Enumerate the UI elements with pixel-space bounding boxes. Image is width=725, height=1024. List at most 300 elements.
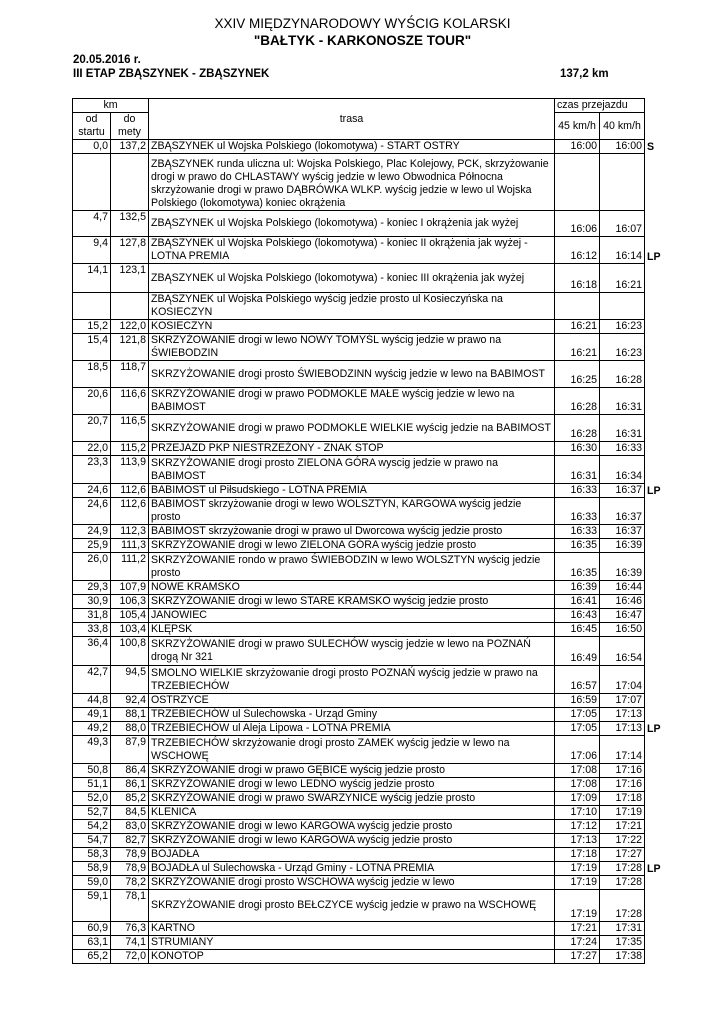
row-marker bbox=[645, 539, 667, 553]
route-description: SKRZYŻOWANIE drogi w lewo NOWY TOMYŚL wyścig jedzie w prawo na ŚWIEBODZIN bbox=[149, 334, 555, 361]
row-marker bbox=[645, 778, 667, 792]
time-40kmh: 16:00 bbox=[600, 140, 645, 154]
row-marker bbox=[645, 361, 667, 388]
row-marker bbox=[645, 637, 667, 666]
row-marker bbox=[645, 708, 667, 722]
route-description: ZBĄSZYNEK ul Wojska Polskiego (lokomotywa) - koniec III okrążenia jak wyżej bbox=[149, 264, 555, 293]
row-marker bbox=[645, 936, 667, 950]
table-row bbox=[73, 361, 667, 388]
route-description: SKRZYŻOWANIE drogi w lewo KARGOWA wyścig jedzie prosto bbox=[149, 820, 555, 834]
table-row bbox=[73, 581, 667, 595]
route-description: SKRZYŻOWANIE drogi w prawo GĘBICE wyścig jedzie prosto bbox=[149, 764, 555, 778]
table-row bbox=[73, 442, 667, 456]
time-40kmh bbox=[600, 293, 645, 320]
km-from-start: 52,7 bbox=[73, 806, 111, 820]
table-row bbox=[73, 936, 667, 950]
table-row bbox=[73, 890, 667, 922]
row-marker bbox=[645, 595, 667, 609]
time-45kmh: 17:24 bbox=[555, 936, 600, 950]
time-45kmh: 17:10 bbox=[555, 806, 600, 820]
time-40kmh: 16:14 bbox=[600, 237, 645, 264]
row-marker bbox=[645, 806, 667, 820]
km-to-finish: 82,7 bbox=[111, 834, 149, 848]
row-marker bbox=[645, 498, 667, 525]
table-row bbox=[73, 484, 667, 498]
route-description: ZBĄSZYNEK ul Wojska Polskiego (lokomotywa) - koniec I okrążenia jak wyżej bbox=[149, 211, 555, 237]
km-to-finish: 112,3 bbox=[111, 525, 149, 539]
km-from-start: 60,9 bbox=[73, 922, 111, 936]
table-row bbox=[73, 211, 667, 237]
route-description: SKRZYŻOWANIE drogi w lewo ZIELONA GÓRA wyścig jedzie prosto bbox=[149, 539, 555, 553]
time-40kmh bbox=[600, 154, 645, 211]
km-from-start: 24,9 bbox=[73, 525, 111, 539]
km-to-finish: 118,7 bbox=[111, 361, 149, 388]
time-45kmh bbox=[555, 154, 600, 211]
table-row bbox=[73, 334, 667, 361]
time-45kmh: 16:45 bbox=[555, 623, 600, 637]
km-to-finish: 87,9 bbox=[111, 736, 149, 764]
km-from-start: 59,1 bbox=[73, 890, 111, 922]
time-40kmh: 16:47 bbox=[600, 609, 645, 623]
table-row bbox=[73, 722, 667, 736]
table-row bbox=[73, 498, 667, 525]
km-from-start: 15,2 bbox=[73, 320, 111, 334]
time-40kmh: 17:38 bbox=[600, 950, 645, 964]
km-from-start: 24,6 bbox=[73, 498, 111, 525]
time-45kmh: 16:18 bbox=[555, 264, 600, 293]
km-to-finish: 94,5 bbox=[111, 666, 149, 694]
time-40kmh: 16:21 bbox=[600, 264, 645, 293]
route-description: TRZEBIECHÓW ul Sulechowska - Urząd Gminy bbox=[149, 708, 555, 722]
table-row bbox=[73, 609, 667, 623]
time-40kmh: 16:23 bbox=[600, 334, 645, 361]
km-to-finish: 86,4 bbox=[111, 764, 149, 778]
time-40kmh: 17:28 bbox=[600, 890, 645, 922]
time-45kmh: 16:33 bbox=[555, 484, 600, 498]
table-row bbox=[73, 456, 667, 484]
time-40kmh: 17:22 bbox=[600, 834, 645, 848]
table-row bbox=[73, 778, 667, 792]
time-45kmh: 17:08 bbox=[555, 764, 600, 778]
time-45kmh: 17:27 bbox=[555, 950, 600, 964]
km-to-finish bbox=[111, 154, 149, 211]
route-description: BABIMOST skrzyżowanie drogi w lewo WOLSZTYN, KARGOWA wyścig jedzie prosto bbox=[149, 498, 555, 525]
time-45kmh: 16:06 bbox=[555, 211, 600, 237]
km-from-start: 42,7 bbox=[73, 666, 111, 694]
route-description: SKRZYŻOWANIE drogi w prawo SWARZYNICE wyścig jedzie prosto bbox=[149, 792, 555, 806]
route-description: ZBĄSZYNEK ul Wojska Polskiego (lokomotywa) - START OSTRY bbox=[149, 140, 555, 154]
table-row bbox=[73, 848, 667, 862]
route-description: BABIMOST skrzyżowanie drogi w prawo ul Dworcowa wyścig jedzie prosto bbox=[149, 525, 555, 539]
row-marker: LP bbox=[647, 250, 661, 263]
time-40kmh: 17:31 bbox=[600, 922, 645, 936]
row-marker bbox=[645, 415, 667, 442]
km-to-finish: 83,0 bbox=[111, 820, 149, 834]
time-45kmh: 16:21 bbox=[555, 320, 600, 334]
time-45kmh bbox=[555, 293, 600, 320]
table-row bbox=[73, 637, 667, 666]
row-marker bbox=[645, 388, 667, 415]
time-45kmh: 17:19 bbox=[555, 862, 600, 876]
time-40kmh: 17:14 bbox=[600, 736, 645, 764]
km-from-start bbox=[73, 154, 111, 211]
table-row bbox=[73, 415, 667, 442]
row-marker bbox=[645, 764, 667, 778]
route-description: SKRZYŻOWANIE drogi w prawo SULECHÓW wyscig jedzie w lewo na POZNAŃ drogą Nr 321 bbox=[149, 637, 555, 666]
km-to-finish: 84,5 bbox=[111, 806, 149, 820]
time-45kmh: 16:33 bbox=[555, 525, 600, 539]
km-from-start: 49,1 bbox=[73, 708, 111, 722]
time-40kmh: 16:54 bbox=[600, 637, 645, 666]
table-row bbox=[73, 834, 667, 848]
race-date: 20.05.2016 r. bbox=[73, 54, 141, 66]
km-to-finish: 127,8 bbox=[111, 237, 149, 264]
time-45kmh: 16:33 bbox=[555, 498, 600, 525]
from-start-header: od startu bbox=[73, 113, 111, 140]
km-to-finish: 78,9 bbox=[111, 848, 149, 862]
route-description: BOJADŁA bbox=[149, 848, 555, 862]
table-row bbox=[73, 140, 667, 154]
row-marker bbox=[645, 623, 667, 637]
km-from-start: 14,1 bbox=[73, 264, 111, 293]
km-from-start: 20,6 bbox=[73, 388, 111, 415]
km-from-start: 31,8 bbox=[73, 609, 111, 623]
time-40kmh: 17:07 bbox=[600, 694, 645, 708]
time-40kmh: 17:19 bbox=[600, 806, 645, 820]
km-to-finish: 103,4 bbox=[111, 623, 149, 637]
document-subtitle: "BAŁTYK - KARKONOSZE TOUR" bbox=[253, 33, 472, 48]
time-45kmh: 16:49 bbox=[555, 637, 600, 666]
km-to-finish: 137,2 bbox=[111, 140, 149, 154]
route-description: KLĘPSK bbox=[149, 623, 555, 637]
time-45kmh: 16:21 bbox=[555, 334, 600, 361]
time-40kmh: 17:27 bbox=[600, 848, 645, 862]
row-marker bbox=[645, 736, 667, 764]
time-40kmh: 16:44 bbox=[600, 581, 645, 595]
km-to-finish: 107,9 bbox=[111, 581, 149, 595]
table-row bbox=[73, 792, 667, 806]
km-to-finish: 121,8 bbox=[111, 334, 149, 361]
km-from-start: 26,0 bbox=[73, 553, 111, 581]
table-row bbox=[73, 264, 667, 293]
table-row bbox=[73, 525, 667, 539]
route-description: ZBĄSZYNEK ul Wojska Polskiego (lokomotywa) - koniec II okrążenia jak wyżej - LOTNA PREMIA bbox=[149, 237, 555, 264]
km-to-finish: 88,1 bbox=[111, 708, 149, 722]
km-from-start: 49,2 bbox=[73, 722, 111, 736]
row-marker bbox=[645, 581, 667, 595]
stage-name: III ETAP ZBĄSZYNEK - ZBĄSZYNEK bbox=[73, 68, 270, 80]
row-marker bbox=[645, 456, 667, 484]
row-marker bbox=[645, 876, 667, 890]
km-from-start: 50,8 bbox=[73, 764, 111, 778]
table-row bbox=[73, 862, 667, 876]
table-row bbox=[73, 820, 667, 834]
time-40kmh: 16:33 bbox=[600, 442, 645, 456]
row-marker bbox=[645, 950, 667, 964]
km-from-start: 51,1 bbox=[73, 778, 111, 792]
table-row bbox=[73, 293, 667, 320]
km-to-finish: 100,8 bbox=[111, 637, 149, 666]
route-description: SKRZYŻOWANIE drogi prosto ZIELONA GÓRA wyscig jedzie w prawo na BABIMOST bbox=[149, 456, 555, 484]
time-45kmh: 16:25 bbox=[555, 361, 600, 388]
table-row bbox=[73, 694, 667, 708]
km-from-start: 18,5 bbox=[73, 361, 111, 388]
route-description: SMOLNO WIELKIE skrzyżowanie drogi prosto POZNAŃ wyścig jedzie w prawo na TRZEBIECHÓW bbox=[149, 666, 555, 694]
km-from-start: 59,0 bbox=[73, 876, 111, 890]
km-from-start: 49,3 bbox=[73, 736, 111, 764]
row-marker bbox=[645, 834, 667, 848]
table-row bbox=[73, 539, 667, 553]
time-45kmh: 16:00 bbox=[555, 140, 600, 154]
km-to-finish: 122,0 bbox=[111, 320, 149, 334]
km-to-finish: 78,9 bbox=[111, 862, 149, 876]
row-marker bbox=[645, 890, 667, 922]
km-from-start: 23,3 bbox=[73, 456, 111, 484]
time-45kmh: 17:05 bbox=[555, 722, 600, 736]
row-marker bbox=[645, 211, 667, 237]
time-40kmh: 16:39 bbox=[600, 539, 645, 553]
km-from-start: 25,9 bbox=[73, 539, 111, 553]
time-40kmh: 16:31 bbox=[600, 388, 645, 415]
km-from-start: 54,2 bbox=[73, 820, 111, 834]
km-to-finish: 116,6 bbox=[111, 388, 149, 415]
km-from-start: 52,0 bbox=[73, 792, 111, 806]
km-to-finish: 78,1 bbox=[111, 890, 149, 922]
km-from-start: 58,9 bbox=[73, 862, 111, 876]
km-from-start: 9,4 bbox=[73, 237, 111, 264]
route-description: STRUMIANY bbox=[149, 936, 555, 950]
km-to-finish: 115,2 bbox=[111, 442, 149, 456]
time-45kmh: 16:57 bbox=[555, 666, 600, 694]
row-marker: S bbox=[647, 140, 655, 153]
route-description: SKRZYŻOWANIE drogi prosto BEŁCZYCE wyścig jedzie w prawo na WSCHOWĘ bbox=[149, 890, 555, 922]
route-description: KONOTOP bbox=[149, 950, 555, 964]
row-marker bbox=[645, 293, 667, 320]
km-from-start: 20,7 bbox=[73, 415, 111, 442]
time-45kmh: 16:39 bbox=[555, 581, 600, 595]
table-row bbox=[73, 736, 667, 764]
route-description: SKRZYŻOWANIE rondo w prawo ŚWIEBODZIN w lewo WOLSZTYN wyścig jedzie prosto bbox=[149, 553, 555, 581]
route-description: KLENICA bbox=[149, 806, 555, 820]
time-45kmh: 17:21 bbox=[555, 922, 600, 936]
table-row bbox=[73, 950, 667, 964]
time-40kmh: 17:28 bbox=[600, 862, 645, 876]
time-45kmh: 16:43 bbox=[555, 609, 600, 623]
time-40kmh: 17:21 bbox=[600, 820, 645, 834]
route-description: BABIMOST ul Piłsudskiego - LOTNA PREMIA bbox=[149, 484, 555, 498]
km-from-start: 15,4 bbox=[73, 334, 111, 361]
time-45kmh: 17:05 bbox=[555, 708, 600, 722]
table-row bbox=[73, 623, 667, 637]
row-marker bbox=[645, 792, 667, 806]
route-description: SKRZYŻOWANIE drogi w prawo PODMOKLE WIELKIE wyścig jedzie na BABIMOST bbox=[149, 415, 555, 442]
route-description: TRZEBIECHÓW ul Aleja Lipowa - LOTNA PREMIA bbox=[149, 722, 555, 736]
time-45kmh: 16:28 bbox=[555, 388, 600, 415]
row-marker bbox=[645, 666, 667, 694]
row-marker bbox=[645, 525, 667, 539]
table-row bbox=[73, 764, 667, 778]
km-from-start: 30,9 bbox=[73, 595, 111, 609]
table-row bbox=[73, 320, 667, 334]
route-description: KOSIECZYN bbox=[149, 320, 555, 334]
route-header: trasa bbox=[149, 99, 555, 140]
stage-distance: 137,2 km bbox=[560, 68, 609, 80]
km-to-finish: 88,0 bbox=[111, 722, 149, 736]
km-to-finish: 111,2 bbox=[111, 553, 149, 581]
km-from-start: 65,2 bbox=[73, 950, 111, 964]
table-row bbox=[73, 595, 667, 609]
time-45kmh: 16:35 bbox=[555, 539, 600, 553]
row-marker bbox=[645, 442, 667, 456]
table-row bbox=[73, 876, 667, 890]
row-marker: LP bbox=[647, 722, 661, 735]
km-to-finish: 123,1 bbox=[111, 264, 149, 293]
km-to-finish: 92,4 bbox=[111, 694, 149, 708]
row-marker bbox=[645, 553, 667, 581]
route-description: OSTRZYCE bbox=[149, 694, 555, 708]
time-45kmh: 17:13 bbox=[555, 834, 600, 848]
km-to-finish: 74,1 bbox=[111, 936, 149, 950]
route-description: SKRZYŻOWANIE drogi w lewo LEDNO wyścig jedzie prosto bbox=[149, 778, 555, 792]
row-marker bbox=[645, 694, 667, 708]
time-40kmh: 16:37 bbox=[600, 498, 645, 525]
km-from-start: 22,0 bbox=[73, 442, 111, 456]
table-row bbox=[73, 388, 667, 415]
route-description: PRZEJAZD PKP NIESTRZEŻONY - ZNAK STOP bbox=[149, 442, 555, 456]
time-40kmh: 16:07 bbox=[600, 211, 645, 237]
km-to-finish: 112,6 bbox=[111, 498, 149, 525]
table-row bbox=[73, 666, 667, 694]
km-from-start: 44,8 bbox=[73, 694, 111, 708]
time-40kmh: 16:39 bbox=[600, 553, 645, 581]
speed-45-header: 45 km/h bbox=[555, 113, 600, 140]
row-marker bbox=[645, 264, 667, 293]
km-from-start: 4,7 bbox=[73, 211, 111, 237]
km-to-finish: 113,9 bbox=[111, 456, 149, 484]
time-40kmh: 16:37 bbox=[600, 525, 645, 539]
time-40kmh: 16:23 bbox=[600, 320, 645, 334]
row-marker bbox=[645, 334, 667, 361]
time-40kmh: 17:16 bbox=[600, 778, 645, 792]
km-from-start bbox=[73, 293, 111, 320]
time-45kmh: 16:31 bbox=[555, 456, 600, 484]
to-finish-header: do mety bbox=[111, 113, 149, 140]
km-to-finish: 105,4 bbox=[111, 609, 149, 623]
km-from-start: 0,0 bbox=[73, 140, 111, 154]
time-45kmh: 17:08 bbox=[555, 778, 600, 792]
table-row bbox=[73, 553, 667, 581]
km-to-finish: 116,5 bbox=[111, 415, 149, 442]
time-45kmh: 16:12 bbox=[555, 237, 600, 264]
route-description: SKRZYŻOWANIE drogi prosto WSCHOWA wyścig jedzie w lewo bbox=[149, 876, 555, 890]
km-to-finish: 111,3 bbox=[111, 539, 149, 553]
km-from-start: 54,7 bbox=[73, 834, 111, 848]
time-45kmh: 17:06 bbox=[555, 736, 600, 764]
time-40kmh: 17:16 bbox=[600, 764, 645, 778]
table-row bbox=[73, 922, 667, 936]
km-to-finish: 76,3 bbox=[111, 922, 149, 936]
table-row bbox=[73, 154, 667, 211]
time-45kmh: 16:28 bbox=[555, 415, 600, 442]
route-table bbox=[72, 98, 667, 964]
time-45kmh: 17:19 bbox=[555, 876, 600, 890]
table-row bbox=[73, 806, 667, 820]
table-row bbox=[73, 708, 667, 722]
route-description: TRZEBIECHÓW skrzyżowanie drogi prosto ZAMEK wyścig jedzie w lewo na WSCHOWĘ bbox=[149, 736, 555, 764]
route-description: SKRZYŻOWANIE drogi w prawo PODMOKLE MAŁE wyścig jedzie w lewo na BABIMOST bbox=[149, 388, 555, 415]
km-to-finish bbox=[111, 293, 149, 320]
km-to-finish: 132,5 bbox=[111, 211, 149, 237]
route-description: ZBĄSZYNEK runda uliczna ul: Wojska Polskiego, Plac Kolejowy, PCK, skrzyżowanie drogi w prawo do CHLASTAWY wyścig jedzie w lewo Obwodnica Północna skrzyżowanie drogi w prawo DĄBRÓWKA WLKP. wyścig jedzie w lewo ul Wojska Polskiego (lokomotywa) koniec okrążenia bbox=[149, 154, 555, 211]
km-header: km bbox=[73, 99, 149, 113]
time-40kmh: 16:46 bbox=[600, 595, 645, 609]
row-marker bbox=[645, 320, 667, 334]
km-from-start: 33,8 bbox=[73, 623, 111, 637]
time-40kmh: 16:37 bbox=[600, 484, 645, 498]
route-description: ZBĄSZYNEK ul Wojska Polskiego wyścig jedzie prosto ul Kosieczyńska na KOSIECZYN bbox=[149, 293, 555, 320]
km-to-finish: 112,6 bbox=[111, 484, 149, 498]
time-40kmh: 17:04 bbox=[600, 666, 645, 694]
time-header: czas przejazdu bbox=[555, 99, 645, 113]
time-40kmh: 17:13 bbox=[600, 708, 645, 722]
time-40kmh: 17:28 bbox=[600, 876, 645, 890]
km-from-start: 63,1 bbox=[73, 936, 111, 950]
time-45kmh: 17:12 bbox=[555, 820, 600, 834]
time-40kmh: 16:34 bbox=[600, 456, 645, 484]
time-40kmh: 16:28 bbox=[600, 361, 645, 388]
row-marker: LP bbox=[647, 484, 661, 497]
km-from-start: 29,3 bbox=[73, 581, 111, 595]
km-from-start: 24,6 bbox=[73, 484, 111, 498]
km-from-start: 36,4 bbox=[73, 637, 111, 666]
time-40kmh: 16:31 bbox=[600, 415, 645, 442]
time-40kmh: 17:18 bbox=[600, 792, 645, 806]
route-description: NOWE KRAMSKO bbox=[149, 581, 555, 595]
time-45kmh: 16:59 bbox=[555, 694, 600, 708]
time-45kmh: 16:41 bbox=[555, 595, 600, 609]
time-45kmh: 17:19 bbox=[555, 890, 600, 922]
row-marker: LP bbox=[647, 862, 661, 875]
route-description: SKRZYŻOWANIE drogi w lewo KARGOWA wyścig jedzie prosto bbox=[149, 834, 555, 848]
row-marker bbox=[645, 609, 667, 623]
document-title: XXIV MIĘDZYNARODOWY WYŚCIG KOLARSKI bbox=[214, 16, 511, 31]
row-marker bbox=[645, 848, 667, 862]
time-40kmh: 17:35 bbox=[600, 936, 645, 950]
row-marker bbox=[645, 922, 667, 936]
route-description: BOJADŁA ul Sulechowska - Urząd Gminy - LOTNA PREMIA bbox=[149, 862, 555, 876]
route-description: JANOWIEC bbox=[149, 609, 555, 623]
time-40kmh: 17:13 bbox=[600, 722, 645, 736]
route-description: KARTNO bbox=[149, 922, 555, 936]
route-description: SKRZYŻOWANIE drogi w lewo STARE KRAMSKO wyścig jedzie prosto bbox=[149, 595, 555, 609]
time-45kmh: 16:30 bbox=[555, 442, 600, 456]
time-40kmh: 16:50 bbox=[600, 623, 645, 637]
time-45kmh: 17:09 bbox=[555, 792, 600, 806]
row-marker bbox=[645, 154, 667, 211]
table-row bbox=[73, 237, 667, 264]
km-from-start: 58,3 bbox=[73, 848, 111, 862]
km-to-finish: 106,3 bbox=[111, 595, 149, 609]
row-marker bbox=[645, 820, 667, 834]
route-description: SKRZYŻOWANIE drogi prosto ŚWIEBODZINN wyścig jedzie w lewo na BABIMOST bbox=[149, 361, 555, 388]
km-to-finish: 86,1 bbox=[111, 778, 149, 792]
speed-40-header: 40 km/h bbox=[600, 113, 645, 140]
km-to-finish: 72,0 bbox=[111, 950, 149, 964]
time-45kmh: 17:18 bbox=[555, 848, 600, 862]
time-45kmh: 16:35 bbox=[555, 553, 600, 581]
km-to-finish: 78,2 bbox=[111, 876, 149, 890]
km-to-finish: 85,2 bbox=[111, 792, 149, 806]
